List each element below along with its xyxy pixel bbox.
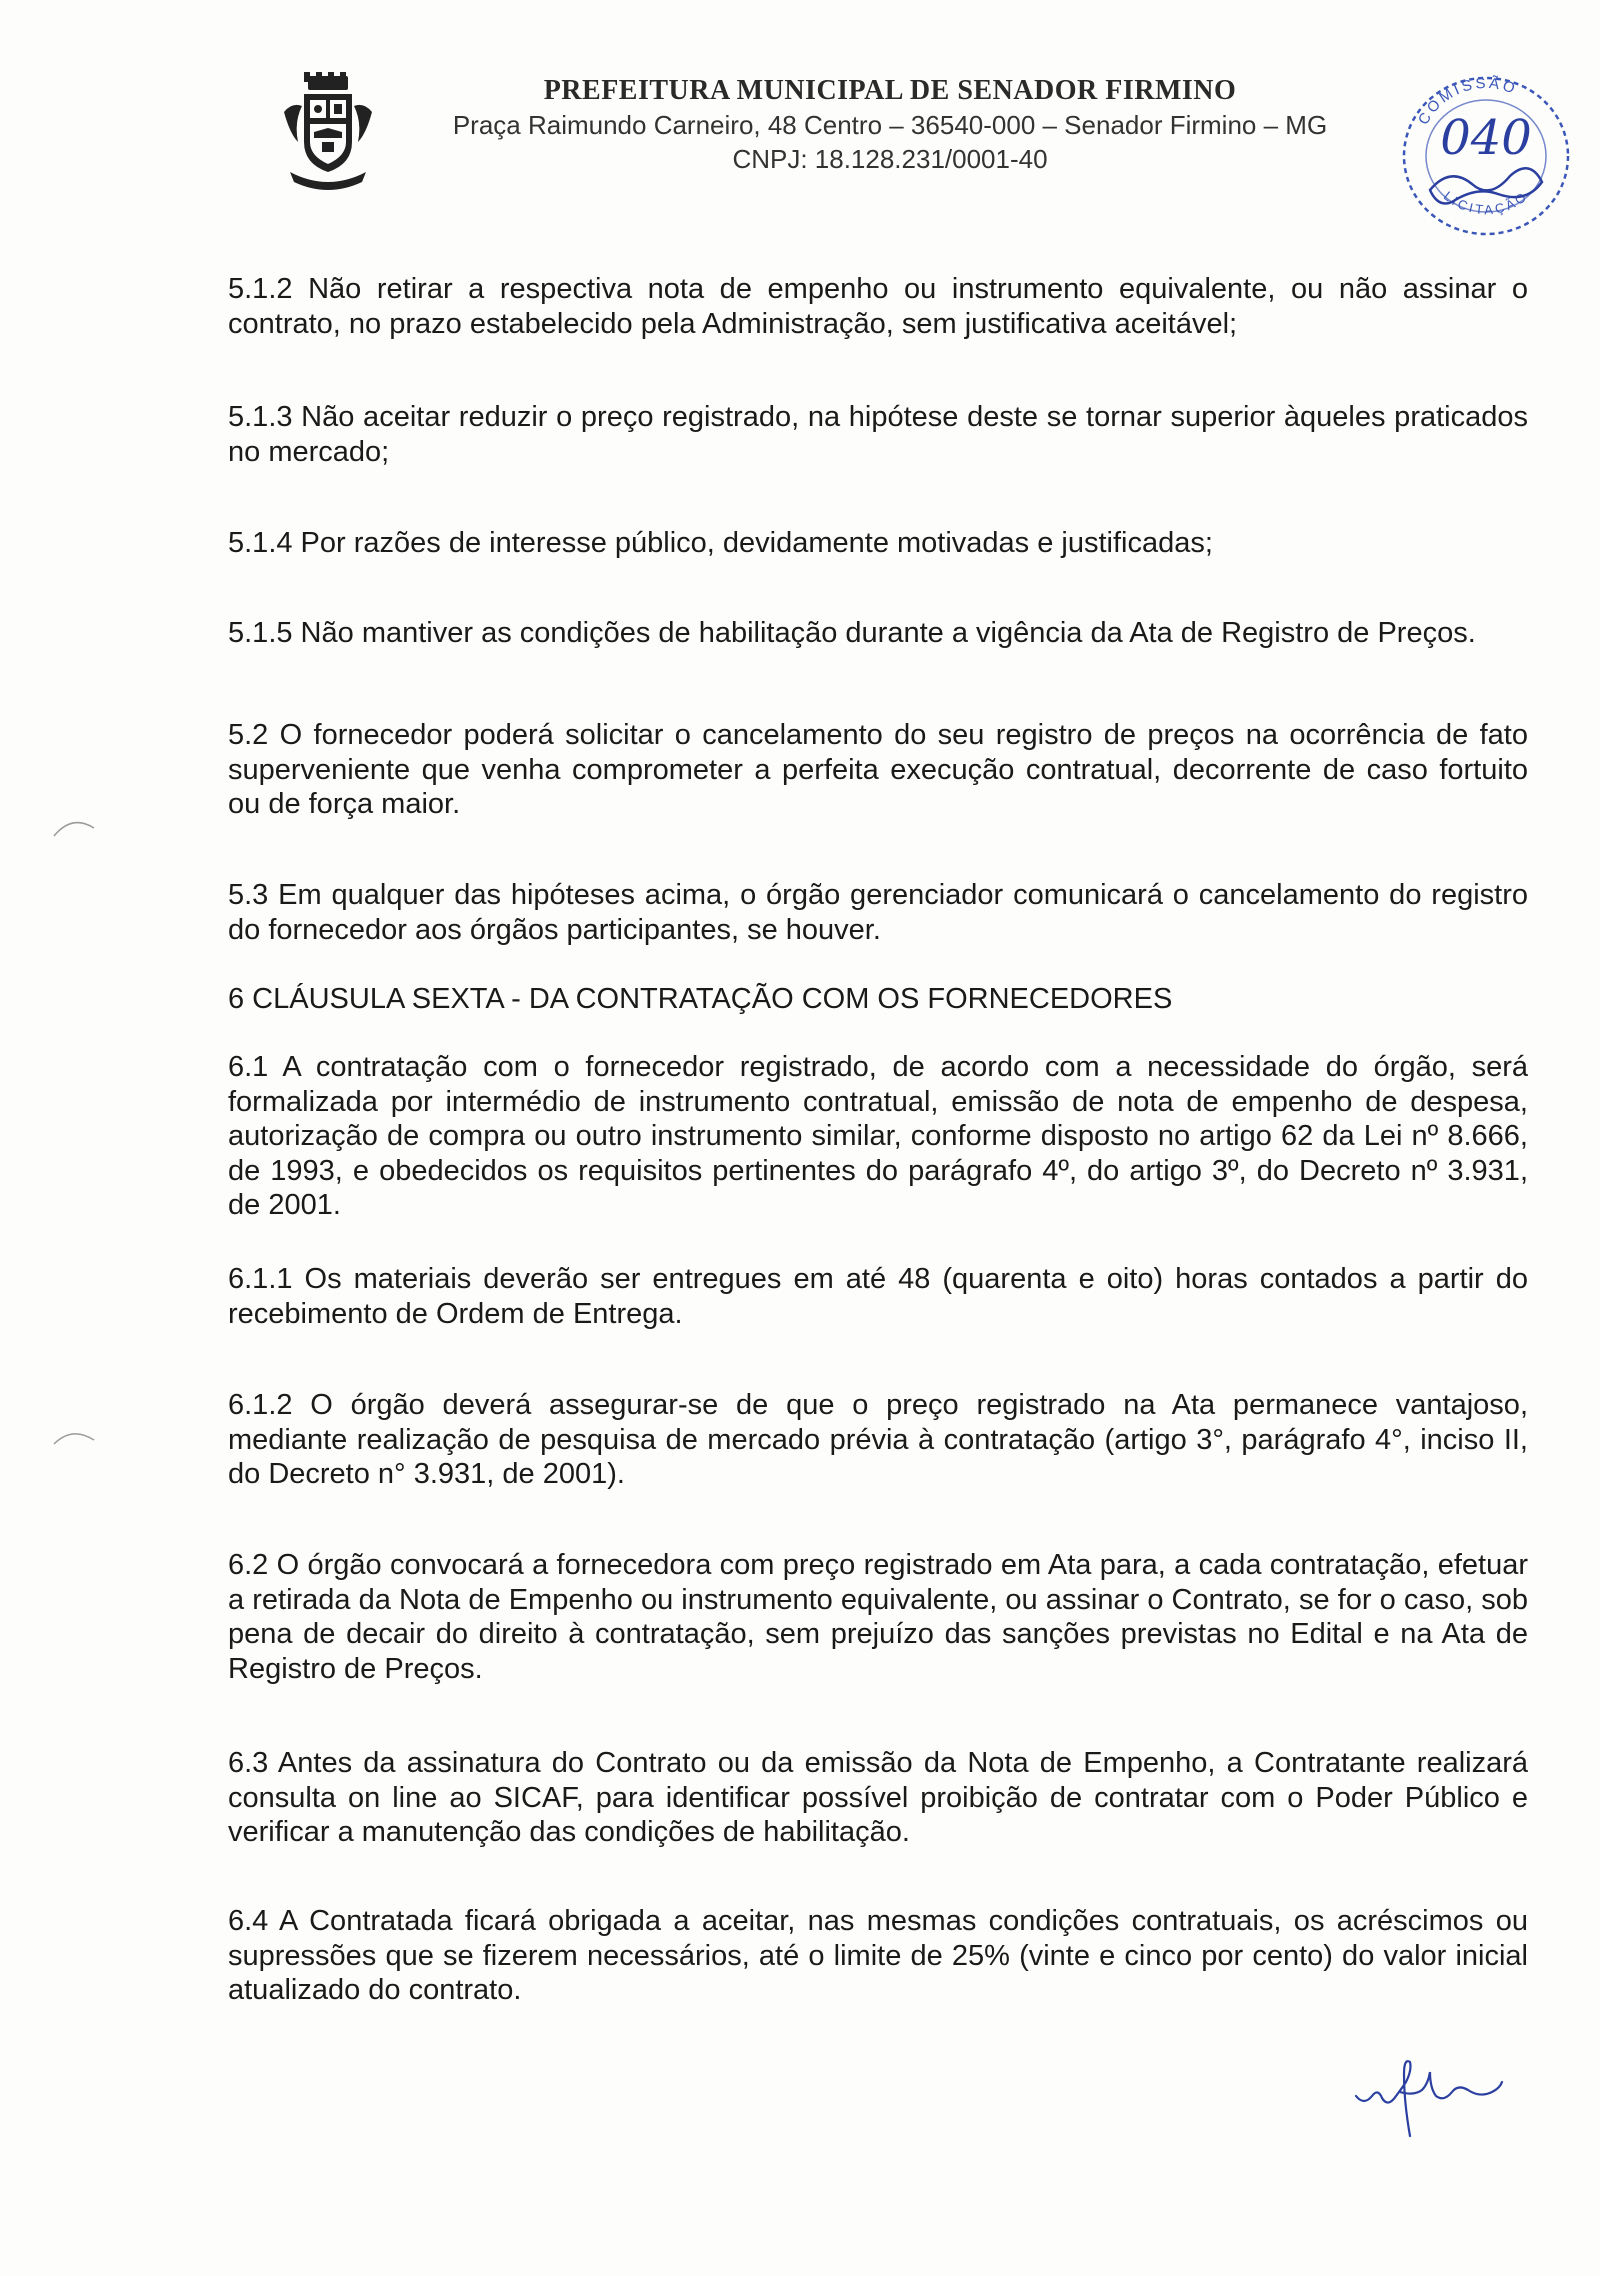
municipal-crest-icon: [282, 72, 374, 192]
stamp-text-bottom: LICITAÇÃO: [1440, 187, 1532, 218]
letterhead: [390, 74, 1390, 176]
punch-hole-mark-icon: [50, 1420, 100, 1450]
clause-6-1: 6.1 A contratação com o fornecedor registrado, de acordo com a necessidade do órgão, será formalizada por intermédio de instrumento contratual, emissão de nota de empenho de despesa, autorização de compra ou outro instrumento similar, conforme disposto no artigo 62 da Lei nº 8.666, de 1993, e obedecidos os requisitos pertinentes do parágrafo 4º, do artigo 3º, do Decreto nº 3.931, de 2001.: [228, 1051, 1528, 1221]
clause-5-1-3: 5.1.3 Não aceitar reduzir o preço registrado, na hipótese deste se tornar superior àqueles praticados no mercado;: [228, 401, 1528, 468]
clause-5-3: 5.3 Em qualquer das hipóteses acima, o órgão gerenciador comunicará o cancelamento do registro do fornecedor aos órgãos participantes, se houver.: [228, 879, 1528, 946]
clause-6-4: 6.4 A Contratada ficará obrigada a aceitar, nas mesmas condições contratuais, os acréscimos ou supressões que se fizerem necessários, até o limite de 25% (vinte e cinco por cento) do valor inicial atualizado do contrato.: [228, 1905, 1528, 2006]
stamp-text-top: COMISSÃO: [1414, 74, 1520, 128]
commission-stamp: [1380, 58, 1590, 236]
punch-hole-mark-icon: [50, 810, 100, 840]
clause-5-1-4: 5.1.4 Por razões de interesse público, devidamente motivadas e justificadas;: [228, 527, 1213, 559]
letterhead-cnpj: CNPJ: 18.128.231/0001-40: [732, 144, 1048, 174]
stamp-page-number: 040: [1440, 110, 1532, 166]
section-heading: 6 CLÁUSULA SEXTA - DA CONTRATAÇÃO COM OS FORNECEDORES: [228, 983, 1173, 1015]
clause-5-1-5: 5.1.5 Não mantiver as condições de habilitação durante a vigência da Ata de Registro de Preços.: [228, 617, 1476, 649]
letterhead-title: PREFEITURA MUNICIPAL DE SENADOR FIRMINO: [543, 75, 1237, 106]
clause-6-1-1: 6.1.1 Os materiais deverão ser entregues em até 48 (quarenta e oito) horas contados a partir do recebimento de Ordem de Entrega.: [228, 1263, 1528, 1330]
letterhead-address: Praça Raimundo Carneiro, 48 Centro – 36540-000 – Senador Firmino – MG: [452, 110, 1328, 140]
clause-6-2: 6.2 O órgão convocará a fornecedora com preço registrado em Ata para, a cada contratação, efetuar a retirada da Nota de Empenho ou instrumento equivalente, ou assinar o Contrato, se for o caso, sob pena de decair do direito à contratação, sem prejuízo das sanções previstas no Edital e na Ata de Registro de Preços.: [228, 1549, 1528, 1685]
handwritten-initials: [1352, 2052, 1552, 2142]
clause-5-2: 5.2 O fornecedor poderá solicitar o cancelamento do seu registro de preços na ocorrência de fato superveniente que venha comprometer a perfeita execução contratual, decorrente de caso fortuito ou de força maior.: [228, 719, 1528, 820]
clause-6-1-2: 6.1.2 O órgão deverá assegurar-se de que o preço registrado na Ata permanece vantajoso, mediante realização de pesquisa de mercado prévia à contratação (artigo 3°, parágrafo 4°, inciso II, do Decreto n° 3.931, de 2001).: [228, 1389, 1528, 1490]
clause-5-1-2: 5.1.2 Não retirar a respectiva nota de empenho ou instrumento equivalente, ou não assinar o contrato, no prazo estabelecido pela Administração, sem justificativa aceitável;: [228, 273, 1528, 340]
clause-6-3: 6.3 Antes da assinatura do Contrato ou da emissão da Nota de Empenho, a Contratante realizará consulta on line ao SICAF, para identificar possível proibição de contratar com o Poder Público e verificar a manutenção das condições de habilitação.: [228, 1747, 1528, 1848]
